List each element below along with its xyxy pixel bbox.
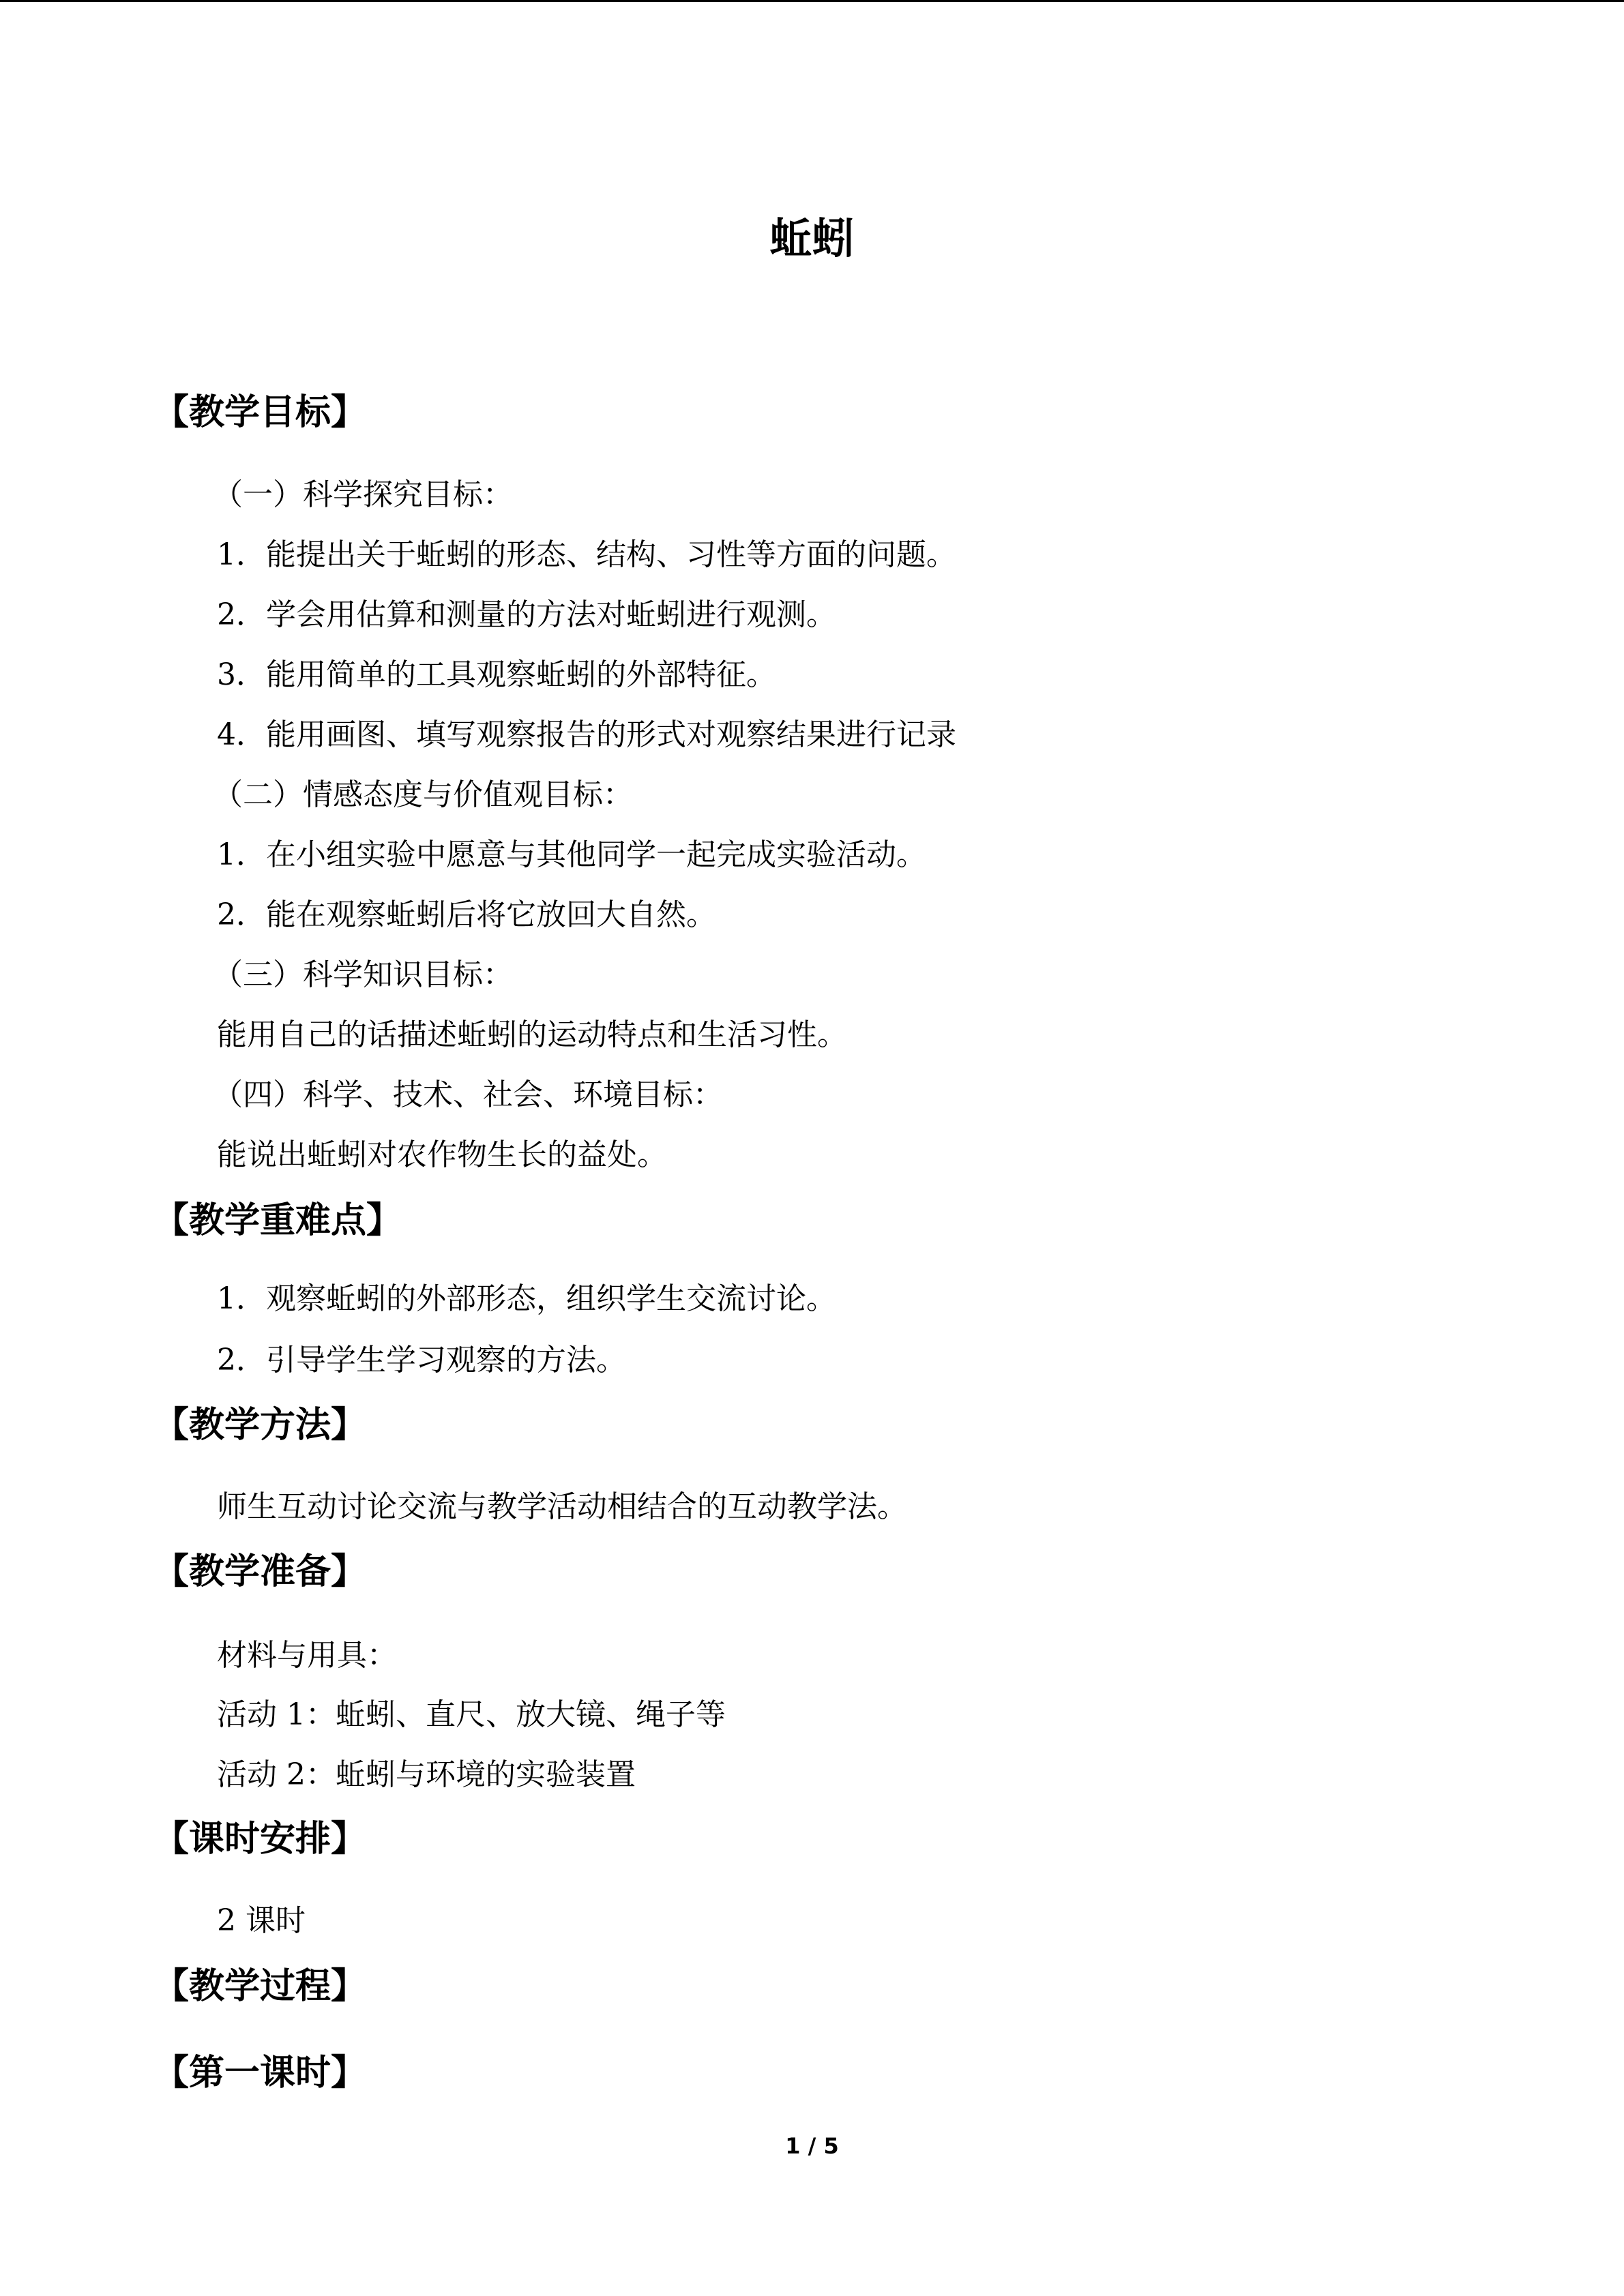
section-heading-first-lesson: 【第一课时】 — [153, 2053, 367, 2093]
section-heading-schedule: 【课时安排】 — [153, 1819, 367, 1860]
schedule-line: 2 课时 — [217, 1903, 306, 1938]
key-point-line: 2．引导学生学习观察的方法。 — [217, 1343, 626, 1377]
goal-line: 能用自己的话描述蚯蚓的运动特点和生活习性。 — [217, 1017, 847, 1052]
goal-line: （二）情感态度与价值观目标： — [213, 777, 633, 812]
method-line: 师生互动讨论交流与教学活动相结合的互动教学法。 — [217, 1489, 907, 1524]
section-heading-process: 【教学过程】 — [153, 1966, 367, 2007]
section-heading-preparation: 【教学准备】 — [153, 1551, 367, 1592]
preparation-line: 活动 2：蚯蚓与环境的实验装置 — [217, 1757, 636, 1792]
page-number: 1 / 5 — [785, 2133, 839, 2159]
goal-line: 能说出蚯蚓对农作物生长的益处。 — [217, 1137, 667, 1172]
top-border-line — [0, 0, 1624, 2]
section-heading-teaching-goals: 【教学目标】 — [153, 392, 367, 433]
preparation-line: 活动 1：蚯蚓、直尺、放大镜、绳子等 — [217, 1697, 726, 1732]
document-title: 蚯蚓 — [769, 213, 855, 263]
key-point-line: 1．观察蚯蚓的外部形态，组织学生交流讨论。 — [217, 1281, 836, 1316]
preparation-line: 材料与用具： — [217, 1638, 397, 1673]
goal-line: 2．学会用估算和测量的方法对蚯蚓进行观测。 — [217, 597, 836, 632]
goal-line: （四）科学、技术、社会、环境目标： — [213, 1077, 723, 1112]
section-heading-methods: 【教学方法】 — [153, 1405, 367, 1446]
goal-line: 3．能用简单的工具观察蚯蚓的外部特征。 — [217, 657, 776, 692]
goal-line: 2．能在观察蚯蚓后将它放回大自然。 — [217, 897, 716, 932]
goal-line: 1．能提出关于蚯蚓的形态、结构、习性等方面的问题。 — [217, 537, 956, 572]
goal-line: （一）科学探究目标： — [213, 477, 513, 512]
goal-line: 1．在小组实验中愿意与其他同学一起完成实验活动。 — [217, 837, 926, 872]
goal-line: 4．能用画图、填写观察报告的形式对观察结果进行记录 — [217, 717, 956, 752]
goal-line: （三）科学知识目标： — [213, 957, 513, 992]
section-heading-key-points: 【教学重难点】 — [153, 1200, 402, 1241]
